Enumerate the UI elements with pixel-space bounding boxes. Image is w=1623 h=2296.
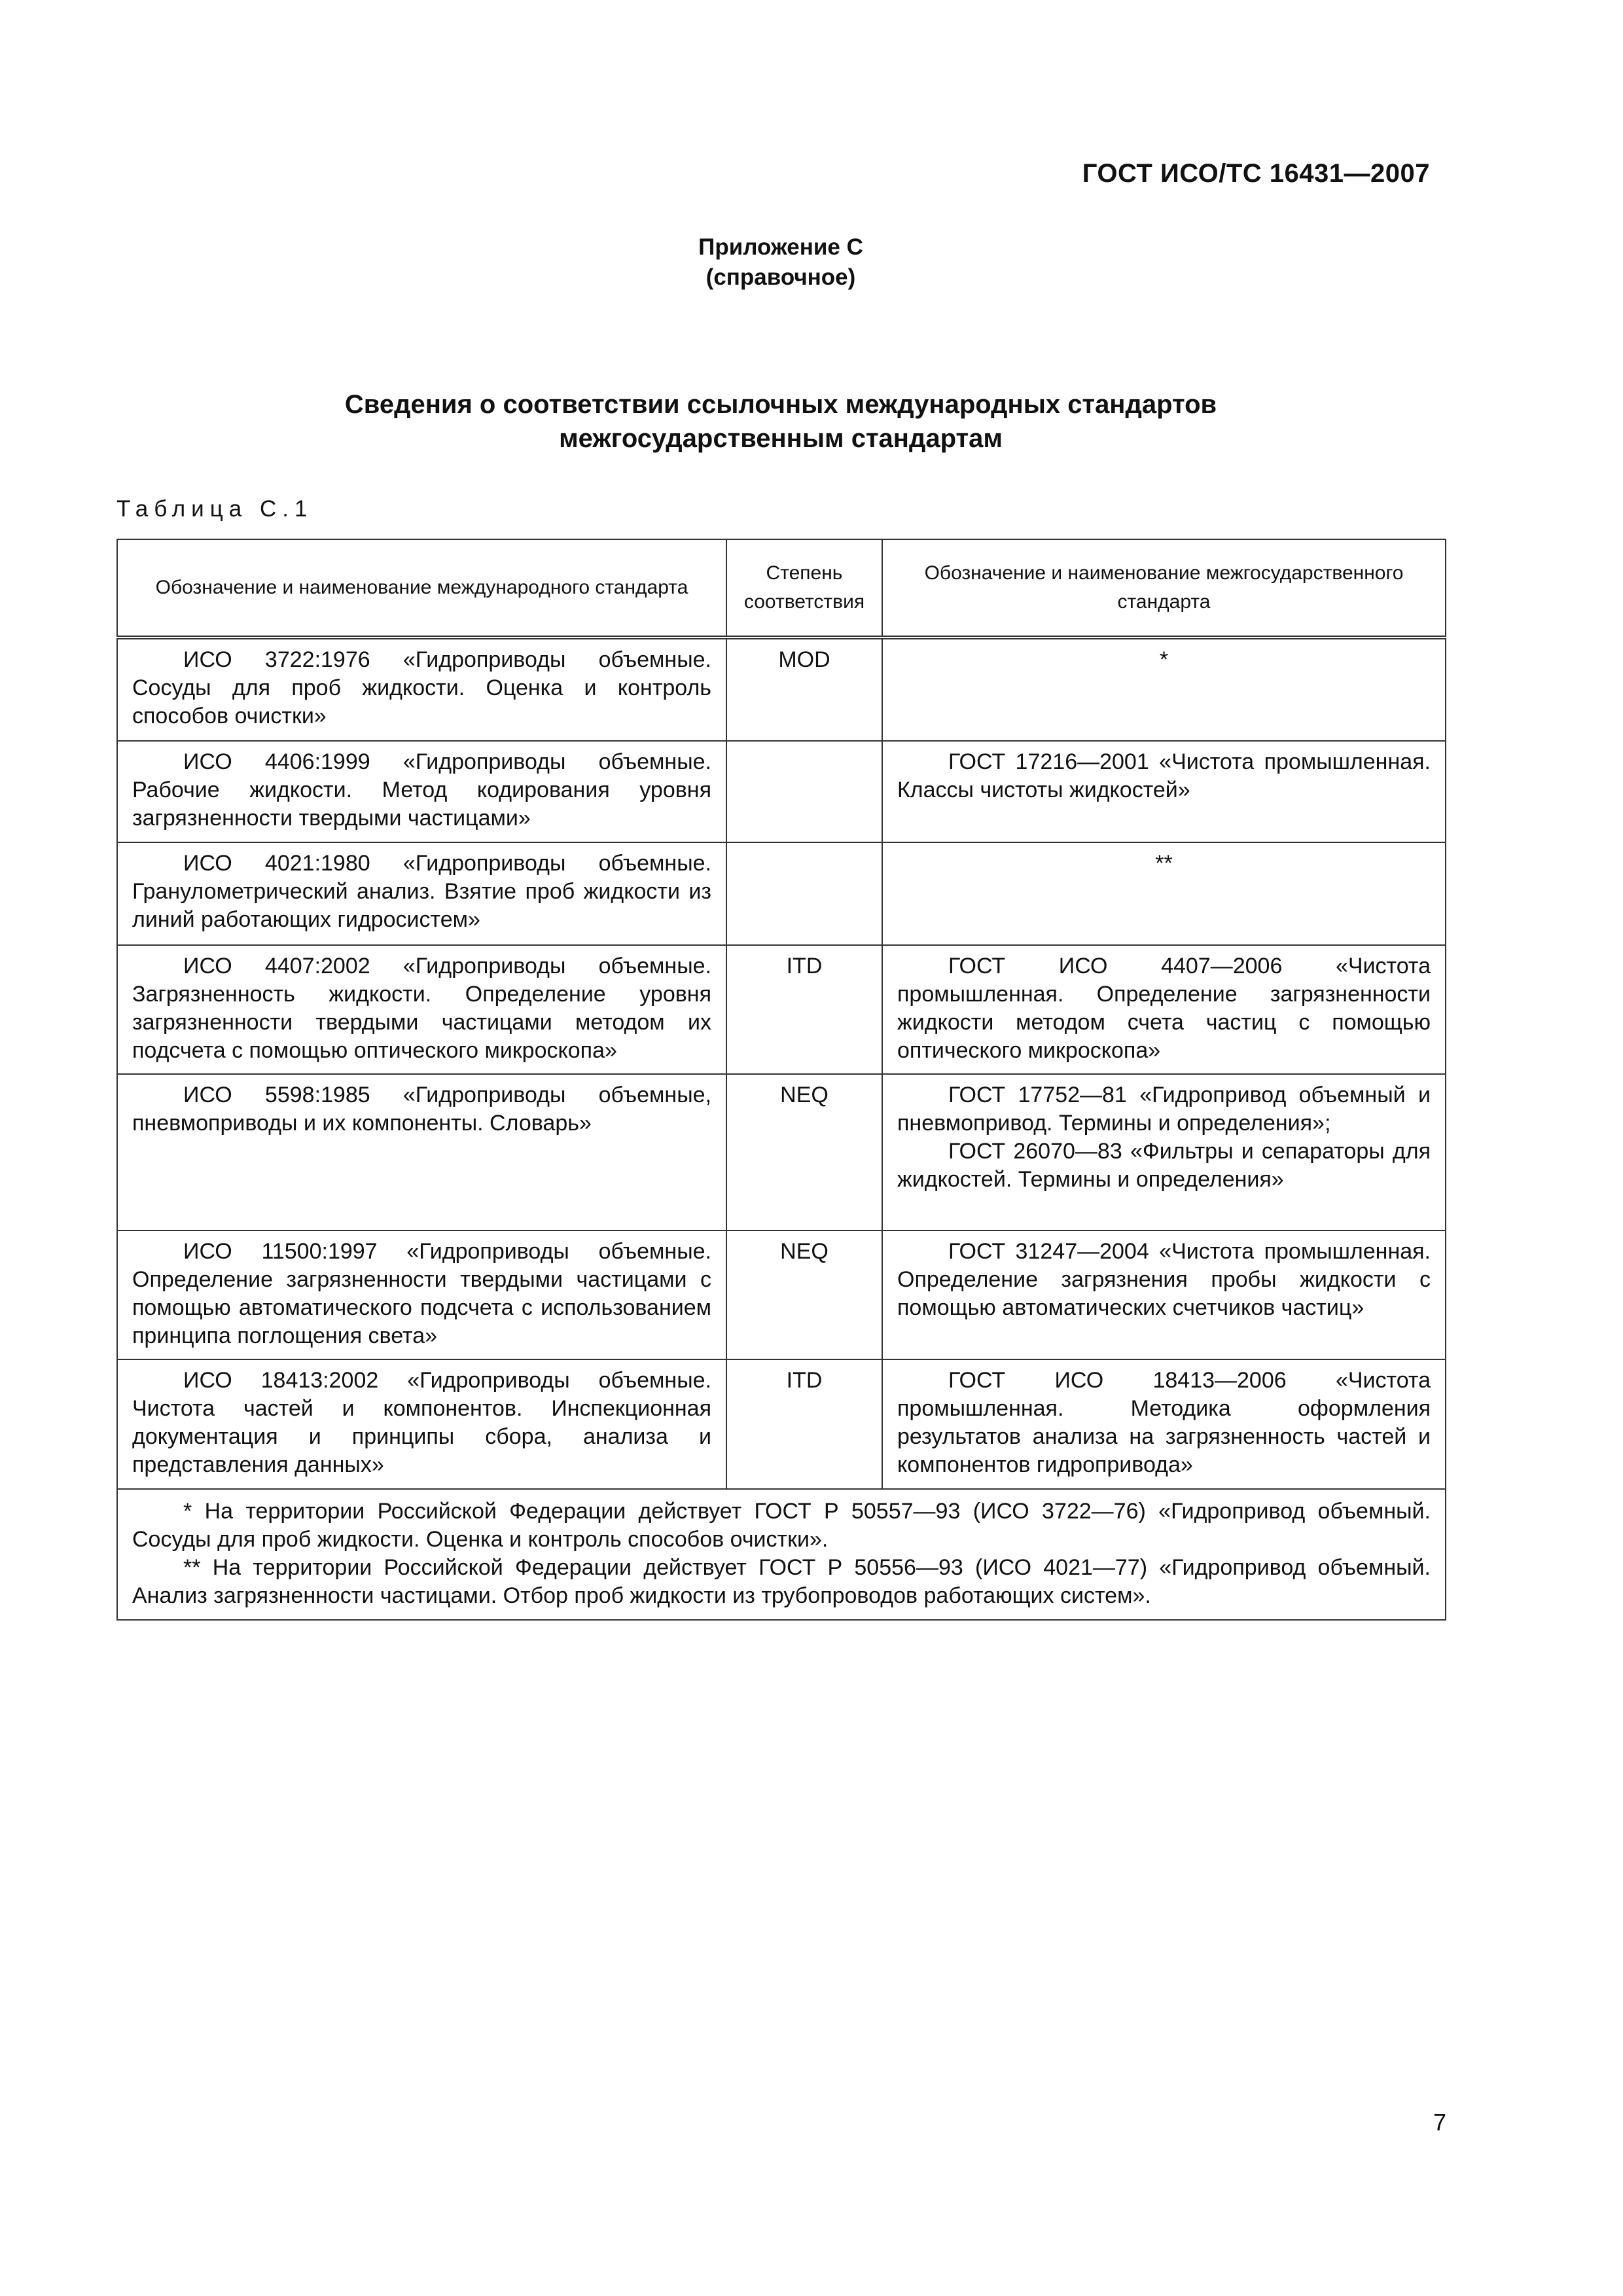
header-international-standard: Обозначение и наименование международного стандарта [117, 539, 726, 637]
page-number: 7 [1433, 2109, 1446, 2136]
cell-interstate [882, 1074, 1446, 1230]
cell-degree [726, 842, 882, 945]
interstate-standard-text: ГОСТ 26070—83 «Фильтры и сепараторы для жидкостей. Термины и определения» [897, 1139, 1431, 1192]
cell-degree [726, 741, 882, 842]
table-label: Таблица С.1 [116, 496, 313, 522]
cell-degree: MOD [726, 637, 882, 741]
cell-international [117, 842, 726, 945]
correspondence-table [116, 539, 1446, 1621]
interstate-standard-text: ГОСТ 31247—2004 «Чистота промышленная. Определение загрязнения пробы жидкости с помощью автоматических счетчиков частиц» [897, 1239, 1431, 1320]
footnote-2: ** На территории Российской Федерации действует ГОСТ Р 50556—93 (ИСО 4021—77) «Гидропривод объемный. Анализ загрязненности частицами. Отбор проб жидкости из трубопроводов работающих систем». [132, 1555, 1431, 1608]
cell-international [117, 637, 726, 741]
section-title [116, 387, 1445, 456]
international-standard-text: ИСО 11500:1997 «Гидроприводы объемные. Определение загрязненности твердыми частицами с помощью автоматического подсчета с использованием принципа поглощения света» [132, 1239, 711, 1348]
cell-international [117, 1230, 726, 1359]
header-interstate-standard: Обозначение и наименование межгосударственного стандарта [882, 539, 1446, 637]
cell-degree: ITD [726, 1359, 882, 1489]
cell-interstate: ** [882, 842, 1446, 945]
table-footnotes-row [117, 1489, 1446, 1620]
table-row [117, 1359, 1446, 1489]
cell-international [117, 1359, 726, 1489]
international-standard-text: ИСО 18413:2002 «Гидроприводы объемные. Чистота частей и компонентов. Инспекционная документация и принципы сбора, анализа и представления данных» [132, 1368, 711, 1477]
table-row [117, 1230, 1446, 1359]
cell-international [117, 741, 726, 842]
international-standard-text: ИСО 4406:1999 «Гидроприводы объемные. Рабочие жидкости. Метод кодирования уровня загрязненности твердыми частицами» [132, 749, 711, 831]
table-row [117, 741, 1446, 842]
international-standard-text: ИСО 4021:1980 «Гидроприводы объемные. Гранулометрический анализ. Взятие проб жидкости из линий работающих гидросистем» [132, 851, 711, 932]
section-title-line-1: Сведения о соответствии ссылочных международных стандартов [344, 390, 1217, 419]
table-row [117, 945, 1446, 1074]
section-title-line-2: межгосударственным стандартам [559, 424, 1003, 453]
annex-heading [0, 232, 1561, 293]
annex-title: Приложение С [698, 234, 863, 260]
cell-degree: NEQ [726, 1074, 882, 1230]
table-header-row [117, 539, 1446, 637]
footnote-1: * На территории Российской Федерации действует ГОСТ Р 50557—93 (ИСО 3722—76) «Гидропривод объемный. Сосуды для проб жидкости. Оценка и контроль способов очистки». [132, 1499, 1431, 1552]
cell-international [117, 1074, 726, 1230]
international-standard-text: ИСО 3722:1976 «Гидроприводы объемные. Сосуды для проб жидкости. Оценка и контроль способов очистки» [132, 647, 711, 728]
table-row [117, 1074, 1446, 1230]
header-degree-of-correspondence: Степень соответствия [726, 539, 882, 637]
cell-degree: NEQ [726, 1230, 882, 1359]
table-row [117, 842, 1446, 945]
cell-interstate [882, 1230, 1446, 1359]
table-row [117, 637, 1446, 741]
cell-interstate: * [882, 637, 1446, 741]
international-standard-text: ИСО 5598:1985 «Гидроприводы объемные, пневмоприводы и их компоненты. Словарь» [132, 1083, 711, 1136]
document-code: ГОСТ ИСО/ТС 16431—2007 [1082, 159, 1430, 188]
cell-interstate [882, 741, 1446, 842]
annex-status: (справочное) [705, 264, 856, 290]
interstate-standard-text: ГОСТ ИСО 4407—2006 «Чистота промышленная. Определение загрязненности жидкости методом счета частиц с помощью оптического микроскопа» [897, 954, 1431, 1063]
cell-interstate [882, 945, 1446, 1074]
cell-interstate [882, 1359, 1446, 1489]
table-footnotes [117, 1489, 1446, 1620]
interstate-standard-text: ГОСТ 17216—2001 «Чистота промышленная. Классы чистоты жидкостей» [897, 749, 1431, 802]
cell-international [117, 945, 726, 1074]
interstate-standard-text: ГОСТ 17752—81 «Гидропривод объемный и пневмопривод. Термины и определения»; [897, 1083, 1431, 1136]
cell-degree: ITD [726, 945, 882, 1074]
international-standard-text: ИСО 4407:2002 «Гидроприводы объемные. Загрязненность жидкости. Определение уровня загрязненности твердыми частицами методом их подсчета с помощью оптического микроскопа» [132, 954, 711, 1063]
interstate-standard-text: ГОСТ ИСО 18413—2006 «Чистота промышленная. Методика оформления результатов анализа на загрязненность частей и компонентов гидропривода» [897, 1368, 1431, 1477]
